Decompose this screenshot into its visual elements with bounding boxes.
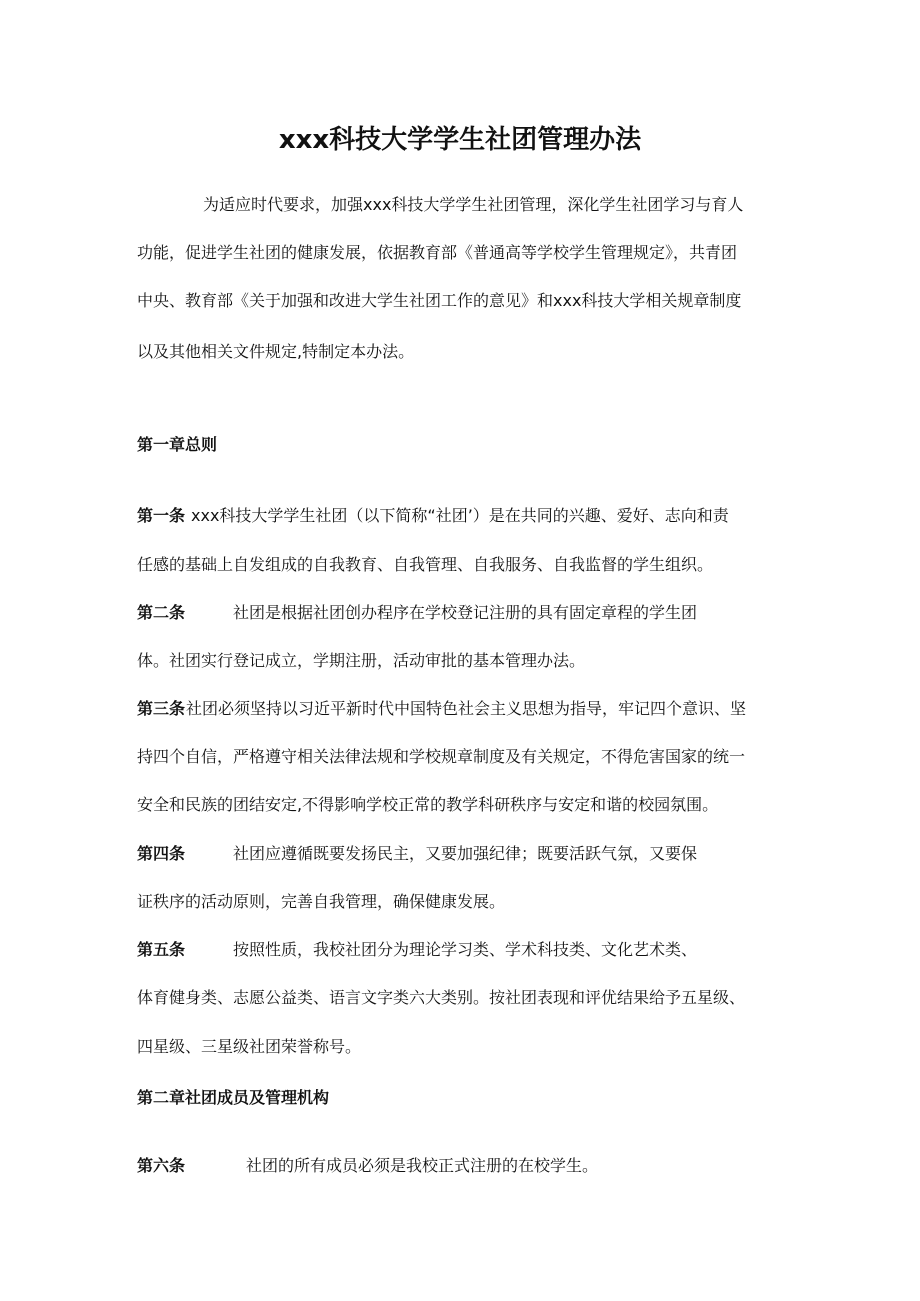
article-label: 第三条 — [137, 699, 186, 718]
article-text: 安全和民族的团结安定,不得影响学校正常的教学科研秩序与安定和谐的校园氛围。 — [137, 795, 719, 814]
article-label: 第六条 — [137, 1156, 186, 1175]
article-text: 证秩序的活动原则，完善自我管理，确保健康发展。 — [137, 892, 506, 911]
article-text: 社团的所有成员必须是我校正式注册的在校学生。 — [246, 1156, 599, 1175]
preamble-line: 为适应时代要求，加强xxx科技大学学生社团管理，深化学生社团学习与育人 — [203, 195, 744, 214]
article-text: 社团必须坚持以习近平新时代中国特色社会主义思想为指导，牢记四个意识、坚 — [186, 699, 747, 718]
chapter-heading: 第一章总则 — [137, 435, 218, 454]
article-text: 社团是根据社团创办程序在学校登记注册的具有固定章程的学生团 — [233, 603, 698, 622]
article-text: 任感的基础上自发组成的自我教育、自我管理、自我服务、自我监督的学生组织。 — [137, 555, 714, 574]
preamble-line: 功能，促进学生社团的健康发展，依据教育部《普通高等学校学生管理规定》，共青团 — [137, 243, 738, 262]
article-text: 按照性质，我校社团分为理论学习类、学术科技类、文化艺术类、 — [233, 940, 698, 959]
article-text: 四星级、三星级社团荣誉称号。 — [137, 1037, 362, 1056]
chapter-heading: 第二章社团成员及管理机构 — [137, 1088, 330, 1107]
article-text: 社团应遵循既要发扬民主，又要加强纪律；既要活跃气氛，又要保 — [233, 844, 698, 863]
article-label: 第二条 — [137, 603, 186, 622]
article-text: 持四个自信，严格遵守相关法律法规和学校规章制度及有关规定，不得危害国家的统一 — [137, 747, 746, 766]
article-text: 体育健身类、志愿公益类、语言文字类六大类别。按社团表现和评优结果给予五星级、 — [137, 988, 746, 1007]
preamble-line: 以及其他相关文件规定,特制定本办法。 — [137, 342, 415, 361]
document-title: xxx科技大学学生社团管理办法 — [278, 125, 642, 155]
article-label: 第五条 — [137, 940, 186, 959]
article-text: xxx科技大学学生社团（以下简称“社团’）是在共同的兴趣、爱好、志向和责 — [191, 506, 729, 525]
preamble-line: 中央、教育部《关于加强和改进大学生社团工作的意见》和xxx科技大学相关规章制度 — [137, 291, 742, 310]
article-label: 第一条 — [137, 506, 186, 525]
article-label: 第四条 — [137, 844, 186, 863]
article-text: 体。社团实行登记成立，学期注册，活动审批的基本管理办法。 — [137, 651, 586, 670]
